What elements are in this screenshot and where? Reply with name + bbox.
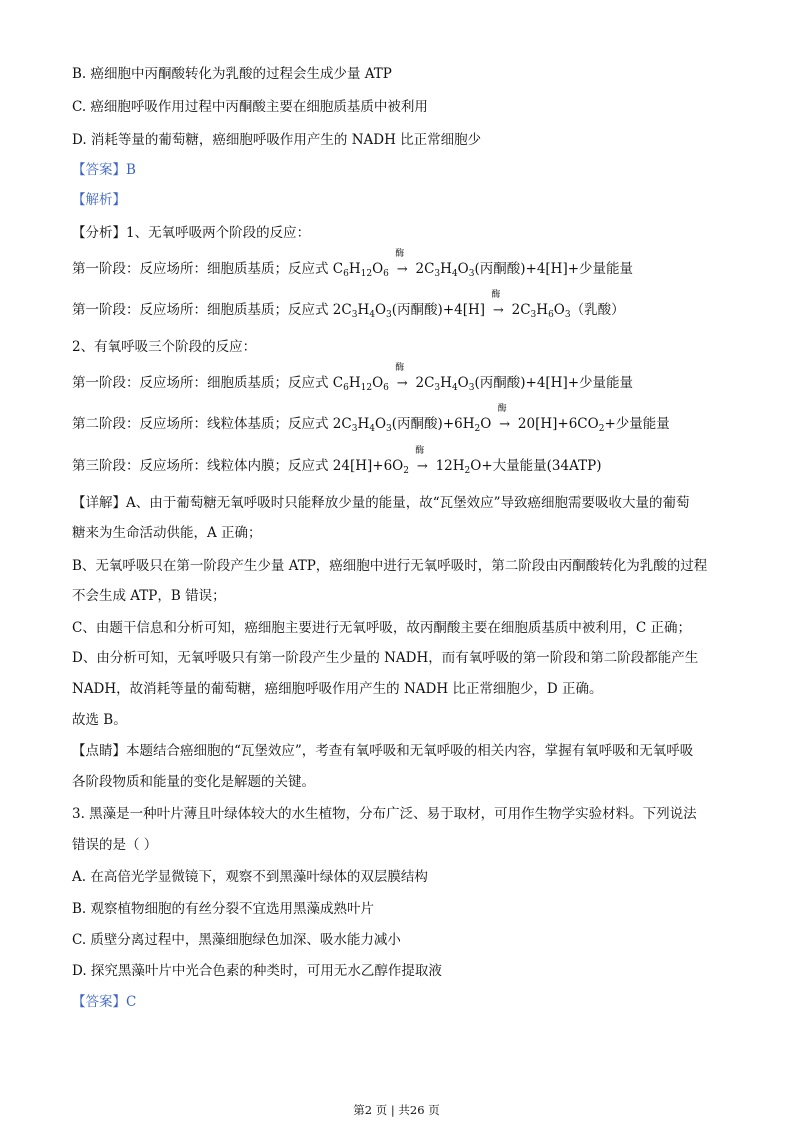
q3-option-d: D. 探究黑藻叶片中光合色素的种类时，可用无水乙醇作提取液 bbox=[72, 963, 442, 979]
enzyme-arrow: 酶 → bbox=[497, 404, 511, 432]
enzyme-arrow: 酶 → bbox=[395, 249, 408, 277]
q3-option-c: C. 质壁分离过程中，黑藻细胞绿色加深、吸水能力减小 bbox=[72, 932, 401, 948]
detail-2: 糖来为生命活动供能，A 正确； bbox=[72, 525, 262, 541]
option-b: B. 癌细胞中丙酮酸转化为乳酸的过程会生成少量 ATP bbox=[72, 66, 392, 82]
aerobic-stage-2: 第二阶段：反应场所：线粒体基质；反应式 $2C_3H_4O_3$(丙酮酸)$+6H_2O$ 酶 → $20[H]+6CO_2+$少量能量 bbox=[72, 404, 670, 434]
answer-label: 【答案】B bbox=[72, 162, 136, 178]
point-1: 【点睛】本题结合癌细胞的“瓦堡效应”，考查有氧呼吸和无氧呼吸的相关内容，掌握有氧呼吸和无氧呼吸 bbox=[72, 743, 694, 759]
enzyme-arrow: 酶 → bbox=[395, 363, 408, 391]
anaerobic-stage-2: 第一阶段：反应场所：细胞质基质；反应式 $2C_3H_4O_3$(丙酮酸)+4[H] 酶 → $2C_3H_6O_3$（乳酸） bbox=[72, 290, 625, 320]
enzyme-arrow: 酶 → bbox=[415, 446, 428, 474]
anaerobic-stage-1: 第一阶段：反应场所：细胞质基质；反应式 $C_6H_{12}O_6$ 酶 → $2C_3H_4O_3$(丙酮酸)+4[H]+少量能量 bbox=[72, 249, 634, 279]
detail-1: 【详解】A、由于葡萄糖无氧呼吸时只能释放少量的能量，故“瓦堡效应”导致癌细胞需要吸收大量的葡萄 bbox=[72, 495, 690, 511]
detail-6: D、由分析可知，无氧呼吸只有第一阶段产生少量的 NADH，而有氧呼吸的第一阶段和第二阶段都能产生 bbox=[72, 650, 699, 666]
point-2: 各阶段物质和能量的变化是解题的关键。 bbox=[72, 774, 315, 790]
detail-7: NADH，故消耗等量的葡萄糖，癌细胞呼吸作用产生的 NADH 比正常细胞少，D 正确。 bbox=[72, 681, 603, 697]
analysis-label: 【解析】 bbox=[72, 192, 126, 208]
question-3-line-1: 3. 黑藻是一种叶片薄且叶绿体较大的水生植物，分布广泛、易于取材，可用作生物学实验材料。下列说法 bbox=[72, 806, 697, 822]
page-footer: 第2 页 | 共26 页 bbox=[353, 1103, 440, 1117]
aerobic-stage-1: 第一阶段：反应场所：细胞质基质；反应式 $C_6H_{12}O_6$ 酶 → $2C_3H_4O_3$(丙酮酸)+4[H]+少量能量 bbox=[72, 363, 634, 393]
detail-5: C、由题干信息和分析可知，癌细胞主要进行无氧呼吸，故丙酮酸主要在细胞质基质中被利用，C 正确； bbox=[72, 620, 691, 636]
q3-option-a: A. 在高倍光学显微镜下，观察不到黑藻叶绿体的双层膜结构 bbox=[72, 869, 428, 885]
detail-4: 不会生成 ATP，B 错误； bbox=[72, 588, 226, 604]
option-c: C. 癌细胞呼吸作用过程中丙酮酸主要在细胞质基质中被利用 bbox=[72, 99, 428, 115]
q3-option-b: B. 观察植物细胞的有丝分裂不宜选用黑藻成熟叶片 bbox=[72, 901, 375, 917]
answer-label-2: 【答案】C bbox=[72, 994, 137, 1010]
aerobic-stage-3: 第三阶段：反应场所：线粒体内膜；反应式 $24[H]+6O_2$ 酶 → $12H_2O+$大量能量(34ATP) bbox=[72, 446, 602, 476]
question-3-line-2: 错误的是（ ） bbox=[72, 837, 158, 853]
option-d: D. 消耗等量的葡萄糖，癌细胞呼吸作用产生的 NADH 比正常细胞少 bbox=[72, 132, 482, 148]
fenxi-heading: 【分析】1、无氧呼吸两个阶段的反应： bbox=[72, 225, 311, 241]
detail-8: 故选 B。 bbox=[72, 712, 127, 728]
enzyme-arrow: 酶 → bbox=[491, 290, 504, 318]
aerobic-heading: 2、有氧呼吸三个阶段的反应： bbox=[72, 339, 257, 355]
detail-3: B、无氧呼吸只在第一阶段产生少量 ATP，癌细胞中进行无氧呼吸时，第二阶段由丙酮酸转化为乳酸的过程 bbox=[72, 558, 708, 574]
